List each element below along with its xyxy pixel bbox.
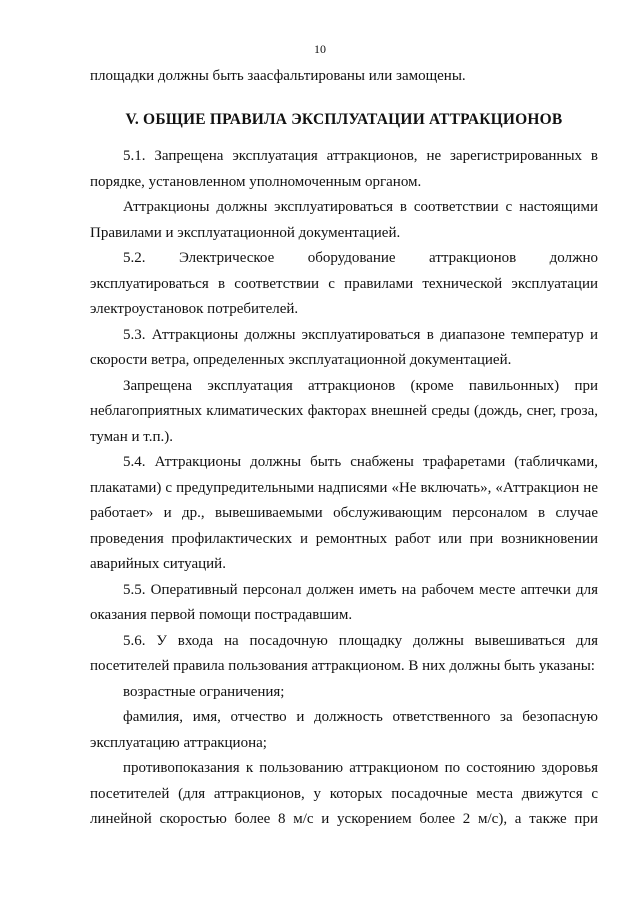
section-heading: V. ОБЩИЕ ПРАВИЛА ЭКСПЛУАТАЦИИ АТТРАКЦИОНОВ: [125, 110, 563, 128]
page-number: 10: [314, 42, 326, 56]
paragraph-5-6: 5.6. У входа на посадочную площадку должны вывешиваться для посетителей правила пользования аттракционом. В них должны быть указаны:: [90, 632, 598, 674]
paragraph-5-4: 5.4. Аттракционы должны быть снабжены трафаретами (табличками, плакатами) с предупредительными надписями «Не включать», «Аттракцион не работает» и др., вывешиваемыми обслуживающим персоналом в случае проведения профилактических и ремонтных работ или при возникновении аварийных ситуаций.: [90, 454, 598, 572]
paragraph-5-1: 5.1. Запрещена эксплуатация аттракционов, не зарегистрированных в порядке, установленном уполномоченным органом.: [90, 148, 598, 190]
list-item-age-limits: возрастные ограничения;: [123, 683, 285, 700]
paragraph-5-3: 5.3. Аттракционы должны эксплуатироваться в диапазоне температур и скорости ветра, определенных эксплуатационной документацией.: [90, 326, 598, 368]
page-body: [90, 64, 598, 833]
continuation-text: площадки должны быть заасфальтированы или замощены.: [90, 68, 466, 84]
paragraph-5-5: 5.5. Оперативный персонал должен иметь на рабочем месте аптечки для оказания первой помощи пострадавшим.: [90, 581, 598, 623]
paragraph-5-3-weather: Запрещена эксплуатация аттракционов (кроме павильонных) при неблагоприятных климатических факторах внешней среды (дождь, снег, гроза, туман и т.п.).: [90, 377, 598, 445]
paragraph-5-1-registration: Аттракционы должны эксплуатироваться в соответствии с настоящими Правилами и эксплуатационной документацией.: [90, 199, 598, 241]
list-item-responsible-person: фамилия, имя, отчество и должность ответственного за безопасную эксплуатацию аттракциона;: [90, 709, 598, 751]
list-item-contraindications: противопоказания к пользованию аттракционом по состоянию здоровья посетителей (для аттракционов, у которых посадочные места движутся с линейной скоростью более 8 м/с и ускорением более 2 м/с), а также при: [90, 760, 598, 827]
paragraph-5-2: 5.2. Электрическое оборудование аттракционов должно эксплуатироваться в соответствии с правилами технической эксплуатации электроустановок потребителей.: [90, 250, 598, 317]
